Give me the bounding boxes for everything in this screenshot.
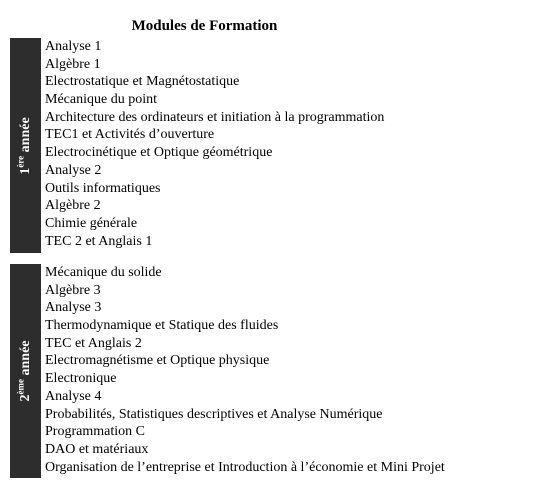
module-item: TEC 2 et Anglais 1: [45, 233, 153, 249]
module-item: Organisation de l’entreprise et Introduction à l’économie et Mini Projet: [45, 459, 445, 475]
year-label-suffix: ème: [14, 379, 25, 395]
year-label-bar: [10, 264, 41, 478]
year-label: [14, 340, 34, 402]
module-item: Analyse 4: [45, 388, 102, 404]
module-item: Programmation C: [45, 424, 145, 440]
page-title: Modules de Formation: [131, 18, 278, 34]
module-item: Mécanique du point: [45, 92, 157, 108]
year-section-2: [10, 264, 540, 478]
module-item: Algèbre 3: [45, 282, 101, 298]
year-label-text: année: [17, 340, 33, 379]
year-label-suffix: ère: [14, 155, 25, 168]
year-label-bar: [10, 38, 41, 253]
module-list: [45, 38, 384, 250]
year-label-number: 2: [17, 394, 33, 402]
module-item: TEC et Anglais 2: [45, 335, 142, 351]
module-item: Electrostatique et Magnétostatique: [45, 74, 240, 90]
module-item: Analyse 1: [45, 39, 102, 54]
year-label-number: 1: [17, 167, 33, 175]
module-item: Algèbre 2: [45, 198, 101, 214]
module-item: Probabilités, Statistiques descriptives et Analyse Numérique: [45, 406, 383, 422]
year-label: [14, 116, 34, 175]
module-item: Electromagnétisme et Optique physique: [45, 353, 270, 369]
module-list: [45, 264, 445, 476]
module-item: Electronique: [45, 371, 117, 387]
module-item: DAO et matériaux: [45, 441, 149, 457]
module-item: TEC1 et Activités d’ouverture: [45, 127, 215, 143]
module-item: Outils informatiques: [45, 180, 161, 196]
module-item: Analyse 3: [45, 300, 102, 316]
module-item: Architecture des ordinateurs et initiation à la programmation: [45, 109, 385, 125]
module-item: Mécanique du solide: [45, 265, 162, 280]
module-item: Thermodynamique et Statique des fluides: [45, 318, 279, 334]
year-section-1: [10, 38, 540, 253]
module-item: Algèbre 1: [45, 56, 101, 72]
module-item: Analyse 2: [45, 162, 102, 178]
year-label-text: année: [17, 116, 33, 156]
module-item: Electrocinétique et Optique géométrique: [45, 145, 273, 161]
module-item: Chimie générale: [45, 215, 138, 231]
